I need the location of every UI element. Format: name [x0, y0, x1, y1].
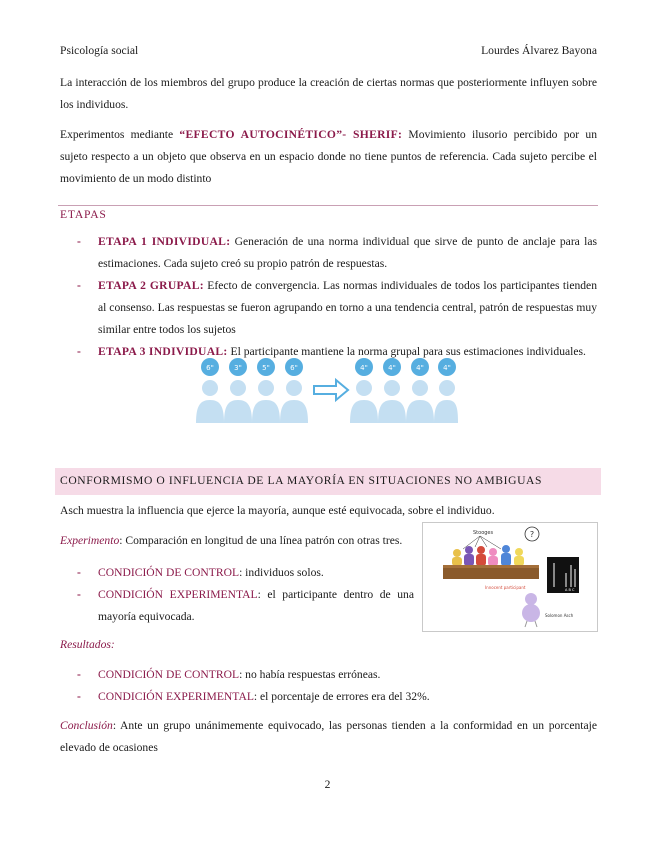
asch-figure: [422, 522, 598, 632]
bubble-label: 6": [290, 364, 298, 372]
condition-label: CONDICIÓN EXPERIMENTAL: [98, 588, 258, 601]
result-text: : no había respuestas erróneas.: [239, 668, 381, 681]
condition-text: : el participante dentro de una mayoría equivocada.: [98, 588, 414, 623]
bullet-dash: -: [77, 588, 81, 601]
condition-item: [60, 562, 414, 584]
etapa-text: Efecto de convergencia. Las normas individuales de todos los participantes tienden al consenso. Las respuestas se fueron agrupando en torno a una tendencia central, patrón de respuestas muy similar entre todos los sujetos: [98, 279, 598, 336]
asch-label: Solomon Asch: [545, 613, 574, 618]
etapa-item: [60, 275, 597, 341]
sherif-prefix: Experimentos mediante: [60, 128, 180, 141]
condition-label: CONDICIÓN DE CONTROL: [98, 566, 240, 579]
bullet-dash: -: [77, 668, 81, 681]
bullet-dash: -: [77, 345, 81, 358]
page-number: 2: [324, 778, 331, 791]
conformismo-title: CONFORMISMO O INFLUENCIA DE LA MAYORÍA EN SITUACIONES NO AMBIGUAS: [60, 474, 543, 487]
asch-illustration: [423, 523, 597, 631]
conformismo-title-bar: [55, 468, 601, 495]
etapas-list: [60, 231, 597, 363]
bullet-dash: -: [77, 235, 81, 248]
bullet-dash: -: [77, 279, 81, 292]
bubble-label: 4": [443, 364, 451, 372]
etapas-title: ETAPAS: [60, 208, 107, 221]
header-right: Lourdes Álvarez Bayona: [481, 44, 597, 57]
person-figure: [196, 358, 224, 423]
etapa-text: Generación de una norma individual que sirve de punto de anclaje para las estimaciones. Cada sujeto creó su propio patrón de respuestas.: [98, 235, 597, 270]
person-figure: [378, 358, 406, 423]
conclusion-label: Conclusión: [60, 719, 113, 732]
experimento-label: Experimento: [60, 534, 120, 547]
intro-text: La interacción de los miembros del grupo produce la creación de ciertas normas que posteriormente influyen sobre los individuos.: [60, 76, 597, 111]
convergence-figure: [196, 356, 458, 424]
bubble-label: 4": [388, 364, 396, 372]
person-figure: [224, 358, 252, 423]
lines-label: A B C: [565, 588, 575, 592]
conditions-list: [60, 562, 414, 628]
bubble-label: 3": [234, 364, 242, 372]
result-text: : el porcentaje de errores era del 32%.: [253, 690, 430, 703]
result-item: [60, 664, 597, 686]
right-group: [350, 358, 458, 423]
conclusion-text: : Ante un grupo unánimemente equivocado, las personas tienden a la conformidad en un porcentaje elevado de ocasiones: [60, 719, 597, 754]
person-figure: [406, 358, 434, 423]
bullet-dash: -: [77, 566, 81, 579]
participant-label: Innocent participant: [485, 585, 526, 590]
person-figure: [434, 358, 458, 423]
etapa-label: ETAPA 3 INDIVIDUAL:: [98, 345, 228, 358]
person-figure: [350, 358, 378, 423]
bubble-label: 4": [360, 364, 368, 372]
person-figure: [280, 358, 308, 423]
results-list: [60, 664, 597, 708]
bubble-label: 6": [206, 364, 214, 372]
result-item: [60, 686, 597, 708]
sherif-title: “EFECTO AUTOCINÉTICO”- SHERIF:: [179, 128, 403, 141]
question-bubble: ?: [529, 530, 535, 539]
experimento-text: : Comparación en longitud de una línea patrón con otras tres.: [119, 534, 403, 547]
section-divider: [58, 205, 598, 206]
result-label: CONDICIÓN DE CONTROL: [98, 668, 240, 681]
arrow-icon: [314, 380, 348, 400]
conclusion-paragraph: [60, 715, 597, 759]
person-figure: [252, 358, 280, 423]
etapa-label: ETAPA 1 INDIVIDUAL:: [98, 235, 231, 248]
etapa-text: El participante mantiene la norma grupal para sus estimaciones individuales.: [227, 345, 586, 358]
result-label: CONDICIÓN EXPERIMENTAL: [98, 690, 254, 703]
bubble-label: 5": [262, 364, 270, 372]
etapa-label: ETAPA 2 GRUPAL:: [98, 279, 204, 292]
condition-item: [60, 584, 414, 628]
header-left: Psicología social: [60, 44, 139, 57]
etapa-item: [60, 231, 597, 275]
bullet-dash: -: [77, 690, 81, 703]
sherif-text: Movimiento ilusorio percibido por un sujeto respecto a un objeto que observa en un espacio donde no tiene puntos de referencia. Cada sujeto percibe el movimiento de un modo distinto: [60, 128, 598, 185]
sherif-paragraph: [60, 124, 597, 190]
asch-intro: Asch muestra la influencia que ejerce la mayoría, aunque esté equivocada, sobre el individuo.: [60, 504, 495, 517]
condition-text: : individuos solos.: [239, 566, 324, 579]
left-group: [196, 358, 308, 423]
stooges-label: Stooges: [473, 530, 494, 536]
experimento-line: [60, 530, 410, 552]
resultados-label: Resultados:: [60, 638, 115, 651]
intro-paragraph: [60, 72, 597, 116]
bubble-label: 4": [416, 364, 424, 372]
